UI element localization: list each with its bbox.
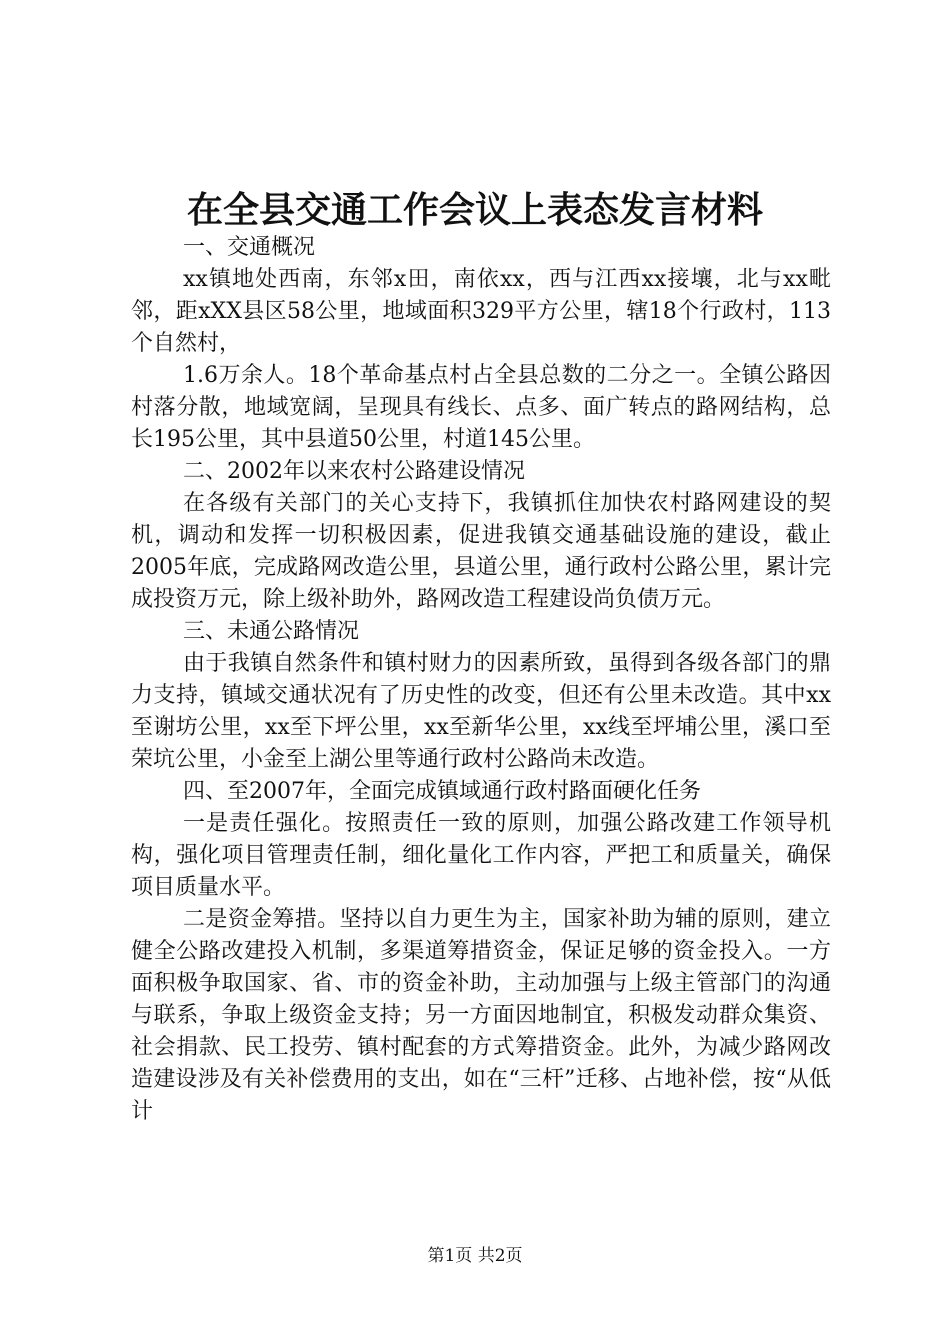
document-body: [131, 232, 831, 1128]
page-footer: 第1页 共2页: [427, 1246, 523, 1266]
section-heading: 二、2002年以来农村公路建设情况: [183, 459, 525, 484]
paragraph: 1.6万余人。18个革命基点村占全县总数的二分之一。全镇公路因村落分散，地域宽阔，呈现具有线长、点多、面广转点的路网结构，总长195公里，其中县道50公里，村道145公里。: [131, 363, 831, 452]
paragraph: xx镇地处西南，东邻x田，南依xx，西与江西xx接壤，北与xx毗邻，距xXX县区58公里，地域面积329平方公里，辖18个行政村，113个自然村，: [131, 267, 831, 356]
paragraph: 二是资金筹措。坚持以自力更生为主，国家补助为辅的原则，建立健全公路改建投入机制，多渠道筹措资金，保证足够的资金投入。一方面积极争取国家、省、市的资金补助，主动加强与上级主管部门的沟通与联系，争取上级资金支持；另一方面因地制宜，积极发动群众集资、社会捐款、民工投劳、镇村配套的方式筹措资金。此外，为减少路网改造建设涉及有关补偿费用的支出，如在“三杆”迁移、占地补偿，按“从低计: [131, 907, 831, 1124]
paragraph: 由于我镇自然条件和镇村财力的因素所致，虽得到各级各部门的鼎力支持，镇域交通状况有了历史性的改变，但还有公里未改造。其中xx至谢坊公里，xx至下坪公里，xx至新华公里，xx线至坪埔公里，溪口至荣坑公里，小金至上湖公里等通行政村公路尚未改造。: [131, 651, 831, 772]
section-heading: 三、未通公路情况: [183, 619, 360, 644]
section-heading: 一、交通概况: [183, 235, 316, 260]
paragraph: 一是责任强化。按照责任一致的原则，加强公路改建工作领导机构，强化项目管理责任制，细化量化工作内容，严把工和质量关，确保项目质量水平。: [131, 811, 831, 900]
section-heading: 四、至2007年，全面完成镇域通行政村路面硬化任务: [183, 779, 701, 804]
paragraph: 在各级有关部门的关心支持下，我镇抓住加快农村路网建设的契机，调动和发挥一切积极因素，促进我镇交通基础设施的建设，截止2005年底，完成路网改造公里，县道公里，通行政村公路公里，累计完成投资万元，除上级补助外，路网改造工程建设尚负债万元。: [131, 491, 831, 612]
document-title: 在全县交通工作会议上表态发言材料: [186, 189, 763, 231]
